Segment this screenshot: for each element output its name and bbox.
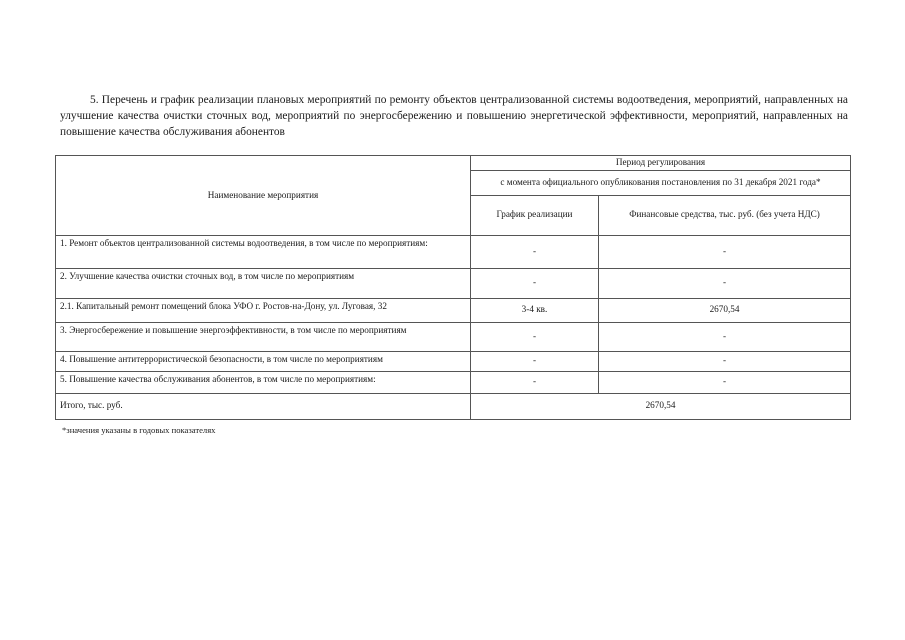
total-label: Итого, тыс. руб. — [56, 393, 471, 419]
activity-finance: 2670,54 — [599, 298, 851, 322]
activity-finance: - — [599, 268, 851, 298]
activity-schedule: - — [471, 322, 599, 351]
activity-name: 5. Повышение качества обслуживания абонентов, в том числе по мероприятиям: — [56, 371, 471, 393]
activities-table — [55, 155, 851, 420]
activity-name: 3. Энергосбережение и повышение энергоэффективности, в том числе по мероприятиям — [56, 322, 471, 351]
activity-schedule: - — [471, 371, 599, 393]
period-header: Период регулирования — [471, 156, 851, 171]
activity-name: 4. Повышение антитеррористической безопасности, в том числе по мероприятиям — [56, 351, 471, 371]
finance-header: Финансовые средства, тыс. руб. (без учета НДС) — [599, 195, 851, 235]
activity-schedule: - — [471, 268, 599, 298]
activity-name: 2. Улучшение качества очистки сточных вод, в том числе по мероприятиям — [56, 268, 471, 298]
table-row — [56, 351, 851, 371]
schedule-header: График реализации — [471, 195, 599, 235]
activity-finance: - — [599, 322, 851, 351]
table-row — [56, 235, 851, 268]
activity-finance: - — [599, 371, 851, 393]
table-row — [56, 371, 851, 393]
activity-finance: - — [599, 351, 851, 371]
footnote: *значения указаны в годовых показателях — [62, 425, 216, 435]
total-row — [56, 393, 851, 419]
activity-schedule: 3-4 кв. — [471, 298, 599, 322]
total-value: 2670,54 — [471, 393, 851, 419]
activity-finance: - — [599, 235, 851, 268]
period-subheader: с момента официального опубликования постановления по 31 декабря 2021 года* — [471, 170, 851, 195]
table-row — [56, 322, 851, 351]
table-row — [56, 268, 851, 298]
activity-name: 1. Ремонт объектов централизованной системы водоотведения, в том числе по мероприятиям: — [56, 235, 471, 268]
activity-name-header: Наименование мероприятия — [56, 156, 471, 236]
activity-schedule: - — [471, 235, 599, 268]
table-row — [56, 298, 851, 322]
section-heading: 5. Перечень и график реализации плановых мероприятий по ремонту объектов централизованной системы водоотведения, мероприятий, направленных на улучшение качества очистки сточных вод, мероприятий по энергосбережению и повышению энергетической эффективности, мероприятий, направленных на повышение качества обслуживания абонентов — [60, 94, 848, 138]
activity-name: 2.1. Капитальный ремонт помещений блока УФО г. Ростов-на-Дону, ул. Луговая, 32 — [56, 298, 471, 322]
activity-schedule: - — [471, 351, 599, 371]
